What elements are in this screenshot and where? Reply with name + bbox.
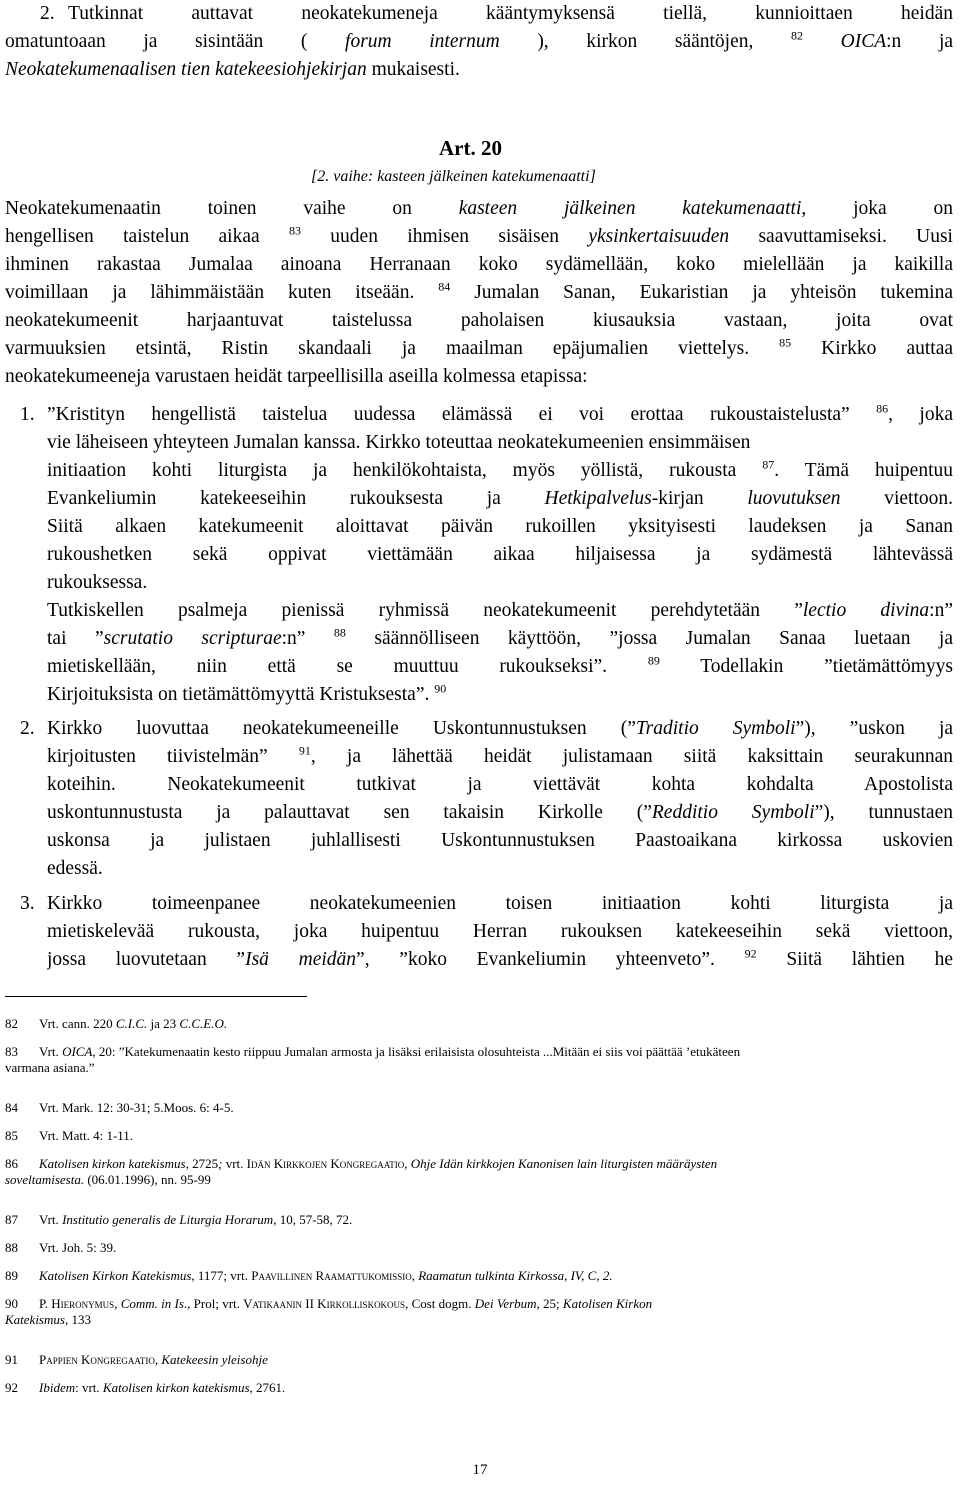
- list-line: rukouksessa.: [47, 572, 148, 593]
- article-title: Art. 20: [439, 136, 502, 160]
- list-line: vie läheiseen yhteyteen Jumalan kanssa. Kirkko toteuttaa neokatekumeenien ensimmäisen: [47, 432, 751, 453]
- list-line: Kirkko luovuttaa neokatekumeeneille Uskontunnustuksen (”Traditio Symboli”), ”uskon ja: [47, 718, 953, 739]
- paragraph-line: ihminen rakastaa Jumalaa ainoana Herranaan koko sydämellään, koko mielellään ja kaikilla: [5, 254, 953, 275]
- list-line: Kirjoituksista on tietämättömyyttä Kristuksesta”. $^{90}$: [47, 681, 447, 705]
- paragraph-line: varmuuksien etsintä, Ristin skandaali ja maailman epäjumalien viettelys. $^{85}$ Kirkko auttaa: [5, 335, 953, 359]
- intro-line-1-text: Tutkinnat auttavat neokatekumeneja kääntymyksensä tiellä, kunnioittaen heidän: [68, 3, 953, 24]
- list-line: jossa luovutetaan ”Isä meidän”, ”koko Evankeliumin yhteenveto”. $^{92}$ Siitä lähtien he: [47, 946, 953, 970]
- list-line: Siitä alkaen katekumeenit aloittavat päivän rukoillen yksityisesti laudeksen ja Sanan: [47, 516, 953, 537]
- list-line: mietiskelevää rukousta, joka huipentuu Herran rukouksen katekeeseihin sekä viettoon,: [47, 921, 953, 942]
- paragraph-line: Neokatekumenaatin toinen vaihe on kasteen jälkeinen katekumenaatti, joka on: [5, 198, 953, 219]
- list-line: uskonsa ja julistaen juhlallisesti Uskontunnustuksen Paastoaikana kirkossa uskovien: [47, 830, 953, 851]
- footnote-91: 91 Pappien Kongregaatio, Katekeesin yleisohje: [5, 1352, 268, 1367]
- list-line: Kirkko toimeenpanee neokatekumeenien toisen initiaation kohti liturgista ja: [47, 893, 953, 914]
- paragraph-line: hengellisen taistelun aikaa $^{83}$ uuden ihmisen sisäisen yksinkertaisuuden saavuttamiseksi. Uusi: [5, 223, 953, 247]
- list-line: initiaation kohti liturgista ja henkilökohtaista, myös yöllistä, rukousta $^{87}$. Tämä huipentuu: [47, 457, 953, 481]
- list-item-2-number: 2.: [20, 718, 35, 739]
- list-line: mietiskellään, niin että se muuttuu rukoukseksi”. $^{89}$ Todellakin ”tietämättömyys: [47, 653, 953, 677]
- page-number: 17: [472, 1462, 488, 1478]
- list-line: tai ”scrutatio scripturae:n” $^{88}$ säännölliseen käyttöön, ”jossa Jumalan Sanaa luetaan ja: [47, 625, 953, 649]
- footnote-88: 88 Vrt. Joh. 5: 39.: [5, 1240, 117, 1255]
- list-item-3-number: 3.: [20, 893, 35, 914]
- footnote-82: 82 Vrt. cann. 220 C.I.C. ja 23 C.C.E.O.: [5, 1016, 228, 1031]
- article-paragraph: [5, 195, 953, 391]
- footnote-83: 83 Vrt. OICA, 20: ”Katekumenaatin kesto riippuu Jumalan armosta ja lisäksi erilaisista olosuhteista ...Mitään ei siis voi päättää ’etukäteen varmana asiana.”: [5, 1044, 741, 1075]
- intro-line-1: [68, 0, 953, 28]
- list-line: rukoushetken sekä oppivat viettämään aikaa hiljaisessa ja sydämestä lähtevässä: [47, 544, 953, 565]
- footnote-86: 86 Katolisen kirkon katekismus, 2725; vrt. Idän Kirkkojen Kongregaatio, Ohje Idän kirkkojen Kanonisen lain liturgisten määräysten soveltamisesta. (06.01.1996), nn. 95-99: [5, 1156, 718, 1187]
- list-line: edessä.: [47, 858, 103, 879]
- paragraph-line: neokatekumeeneja varustaen heidät tarpeellisilla aseilla kolmessa etapissa:: [5, 366, 588, 387]
- footnote-87: 87 Vrt. Institutio generalis de Liturgia Horarum, 10, 57-58, 72.: [5, 1212, 353, 1227]
- list-line: koteihin. Neokatekumeenit tutkivat ja viettävät kohta kohdalta Apostolista: [47, 774, 953, 795]
- intro-line-2: omatuntoaan ja sisintään ( forum internum ), kirkon sääntöjen, $^{82}$ OICA:n ja: [5, 28, 953, 52]
- intro-line-3: Neokatekumenaalisen tien katekeesiohjekirjan mukaisesti.: [5, 59, 460, 80]
- footnote-divider: [5, 996, 307, 997]
- paragraph-line: neokatekumeenit harjaantuvat taistelussa paholaisen kiusauksia vastaan, joita ovat: [5, 310, 953, 331]
- list-line: Tutkiskellen psalmeja pienissä ryhmissä neokatekumeenit perehdytetään ”lectio divina:n”: [47, 600, 953, 621]
- intro-item: [5, 0, 955, 84]
- list-line: Evankeliumin katekeeseihin rukouksesta ja Hetkipalvelus-kirjan luovutuksen viettoon.: [47, 488, 953, 509]
- list-line: ”Kristityn hengellistä taistelua uudessa elämässä ei voi erottaa rukoustaistelusta” $^{86}$, joka: [47, 401, 953, 425]
- list-item-1-number: 1.: [20, 404, 35, 425]
- footnote-90: 90 P. Hieronymus, Comm. in Is., Prol; vrt. Vatikaanin II Kirkolliskokous, Cost dogm. Dei Verbum, 25; Katolisen Kirkon Katekismus, 133: [5, 1296, 653, 1327]
- list-line: kirjoitusten tiivistelmän” $^{91}$, ja lähettää heidät julistamaan siitä kaksittain seurakunnan: [47, 743, 953, 767]
- paragraph-line: voimillaan ja lähimmäistään kuten itseään. $^{84}$ Jumalan Sanan, Eukaristian ja yhteisön tukemina: [5, 279, 953, 303]
- footnote-89: 89 Katolisen Kirkon Katekismus, 1177; vrt. Paavillinen Raamattukomissio, Raamatun tulkinta Kirkossa, IV, C, 2.: [5, 1268, 613, 1283]
- article-subtitle: [2. vaihe: kasteen jälkeinen katekumenaatti]: [311, 168, 596, 185]
- footnote-84: 84 Vrt. Mark. 12: 30-31; 5.Moos. 6: 4-5.: [5, 1100, 234, 1115]
- list-line: uskontunnustusta ja palauttavat sen takaisin Kirkolle (”Redditio Symboli”), tunnustaen: [47, 802, 953, 823]
- intro-number: 2.: [40, 3, 55, 24]
- footnote-85: 85 Vrt. Matt. 4: 1-11.: [5, 1128, 134, 1143]
- footnote-92: 92 Ibidem: vrt. Katolisen kirkon katekismus, 2761.: [5, 1380, 286, 1395]
